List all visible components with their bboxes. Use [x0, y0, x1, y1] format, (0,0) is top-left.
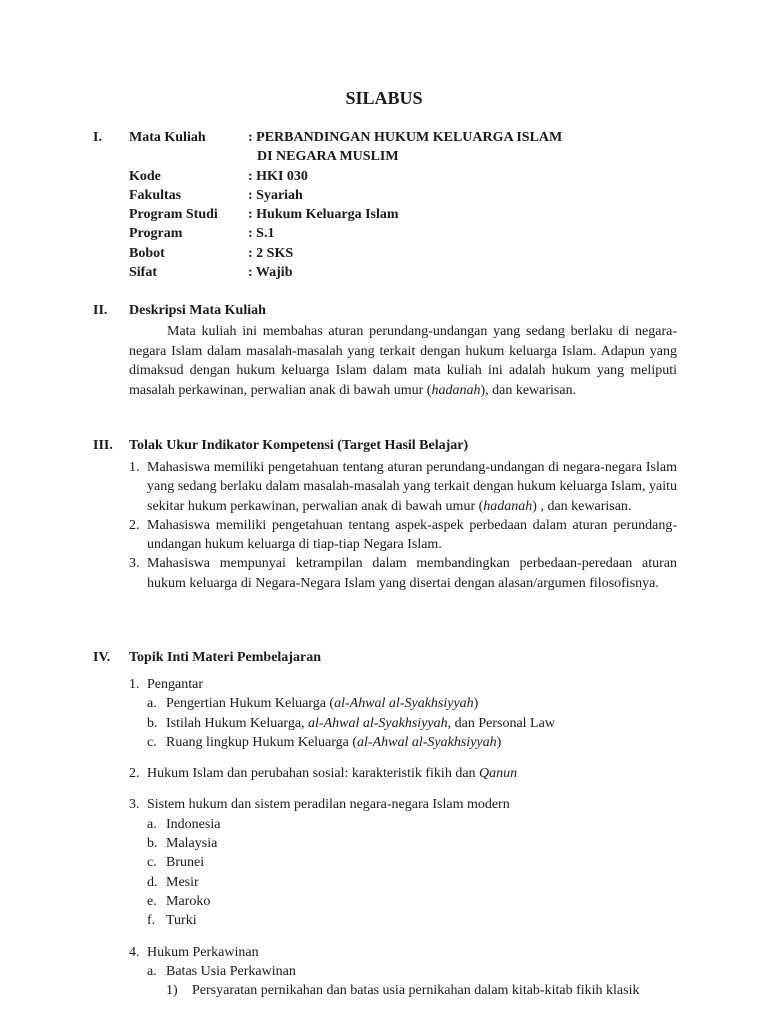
topic-number: 1.: [129, 677, 140, 692]
list-item: [129, 458, 677, 516]
subtopic-italic-term: al-Ahwal al-Syakhsiyyah: [308, 715, 448, 731]
topic-italic-term: Qanun: [479, 766, 518, 782]
subtopic-text-end: ): [496, 734, 502, 750]
course-description: [129, 322, 677, 400]
subtopic-letter: a.: [147, 963, 157, 979]
topic-item: [129, 675, 677, 694]
list-number: 3.: [129, 556, 140, 572]
info-value: : Wajib: [248, 265, 293, 281]
country-label: Brunei: [166, 855, 205, 871]
subtopic-item: [129, 694, 677, 713]
topic-item: [129, 764, 677, 783]
country-item: [129, 911, 677, 930]
section-number: II.: [93, 303, 108, 318]
info-label: Program Studi: [129, 207, 218, 223]
spacer: [129, 931, 677, 943]
topic-number: 2.: [129, 766, 140, 782]
topic-label: Hukum Perkawinan: [147, 944, 259, 960]
country-label: Indonesia: [166, 816, 221, 832]
info-value: : S.1: [248, 226, 275, 242]
section-number: III.: [93, 438, 113, 453]
list-text: Mahasiswa mempunyai ketrampilan dalam membandingkan perbedaan-peredaan aturan hukum keluarga di Negara-Negara Islam yang disertai dengan alasan/argumen filosofisnya.: [147, 556, 677, 591]
list-item: [129, 554, 677, 593]
subtopic-letter: e.: [147, 893, 157, 909]
info-label: Kode: [129, 168, 161, 184]
subtopic-text-end: ): [473, 696, 479, 712]
topic-list: [129, 675, 677, 1000]
topic-number: 4.: [129, 944, 140, 960]
country-item: [129, 815, 677, 834]
subtopic-letter: c.: [147, 734, 157, 750]
country-label: Maroko: [166, 893, 211, 909]
country-label: Malaysia: [166, 836, 218, 852]
info-label: Sifat: [129, 265, 157, 281]
info-value: : PERBANDINGAN HUKUM KELUARGA ISLAM: [248, 130, 563, 145]
list-text-end: ) , dan kewarisan.: [532, 498, 632, 514]
section-heading: Deskripsi Mata Kuliah: [129, 303, 266, 318]
page-title: SILABUS: [345, 88, 423, 108]
section-number: IV.: [93, 650, 111, 665]
subtopic-letter: b.: [147, 715, 158, 731]
description-italic-term: hadanah: [431, 382, 481, 398]
topic-item: [129, 943, 677, 962]
subtopic-letter: c.: [147, 855, 157, 871]
subtopic-italic-term: al-Ahwal al-Syakhsiyyah: [334, 696, 474, 712]
info-label: Program: [129, 226, 183, 242]
info-label: Bobot: [129, 245, 165, 261]
subtopic-letter: d.: [147, 874, 158, 890]
country-item: [129, 834, 677, 853]
info-value: : Hukum Keluarga Islam: [248, 207, 399, 223]
info-value: : HKI 030: [248, 168, 308, 184]
country-item: [129, 873, 677, 892]
spacer: [129, 752, 677, 764]
subtopic-item: [129, 714, 677, 733]
list-text: Mahasiswa memiliki pengetahuan tentang aspek-aspek perbedaan dalam aturan perundang-undangan hukum keluarga di tiap-tiap Negara Islam.: [147, 517, 677, 553]
info-value-continued: DI NEGARA MUSLIM: [257, 149, 399, 165]
subsubtopic-text: Persyaratan pernikahan dan batas usia pernikahan dalam kitab-kitab fikih klasik: [192, 983, 640, 999]
subtopic-letter: f.: [147, 913, 156, 929]
info-value: : 2 SKS: [248, 245, 294, 261]
list-italic-term: hadanah: [483, 498, 533, 514]
subtopic-letter: b.: [147, 836, 158, 852]
subsubtopic-item: [129, 981, 677, 1000]
list-number: 2.: [129, 517, 140, 533]
subtopic-text-end: , dan Personal Law: [447, 715, 555, 731]
subtopic-item: [129, 962, 677, 981]
competency-list: [129, 458, 677, 593]
subtopic-text: Pengertian Hukum Keluarga (: [166, 696, 335, 712]
list-number: 1.: [129, 460, 140, 475]
subtopic-italic-term: al-Ahwal al-Syakhsiyyah: [357, 734, 497, 750]
subtopic-text: Ruang lingkup Hukum Keluarga (: [166, 734, 358, 750]
country-item: [129, 892, 677, 911]
topic-number: 3.: [129, 797, 140, 813]
section-heading: Tolak Ukur Indikator Kompetensi (Target Hasil Belajar): [129, 438, 469, 453]
topic-label: Sistem hukum dan sistem peradilan negara-negara Islam modern: [147, 797, 510, 813]
description-text-end: ), dan kewarisan.: [480, 382, 577, 398]
spacer: [129, 783, 677, 795]
section-heading: Topik Inti Materi Pembelajaran: [129, 650, 321, 665]
section-number: I.: [93, 130, 102, 145]
info-value: : Syariah: [248, 187, 303, 203]
subtopic-item: [129, 733, 677, 752]
topic-label: Hukum Islam dan perubahan sosial: karakteristik fikih dan: [147, 766, 480, 782]
info-label: Fakultas: [129, 187, 182, 203]
subsubtopic-number: 1): [166, 983, 178, 999]
list-text: Mahasiswa memiliki pengetahuan tentang aturan perundang-undangan di negara-negara Islam yang sedang berlaku dalam masalah-masalah yang terkait dengan hukum keluarga Islam, yaitu sekitar hukum perkawinan, perwalian anak di bawah umur (: [147, 460, 678, 514]
country-label: Mesir: [166, 874, 199, 890]
topic-item: [129, 795, 677, 814]
subtopic-text: Istilah Hukum Keluarga,: [166, 715, 309, 731]
topic-label: Pengantar: [147, 677, 203, 692]
subtopic-letter: a.: [147, 816, 157, 832]
info-label: Mata Kuliah: [129, 130, 206, 145]
country-item: [129, 853, 677, 872]
description-text: Mata kuliah ini membahas aturan perundang-undangan yang sedang berlaku di negara-negara Islam dalam masalah-masalah yang terkait dengan hukum keluarga Islam. Adapun yang dimaksud dengan hukum keluarga Islam dalam mata kuliah ini adalah hukum yang meliputi masalah perkawinan, perwalian anak di bawah umur (: [129, 324, 677, 398]
subtopic-letter: a.: [147, 696, 157, 712]
subtopic-text: Batas Usia Perkawinan: [166, 963, 296, 979]
list-item: [129, 516, 677, 555]
country-label: Turki: [166, 913, 197, 929]
